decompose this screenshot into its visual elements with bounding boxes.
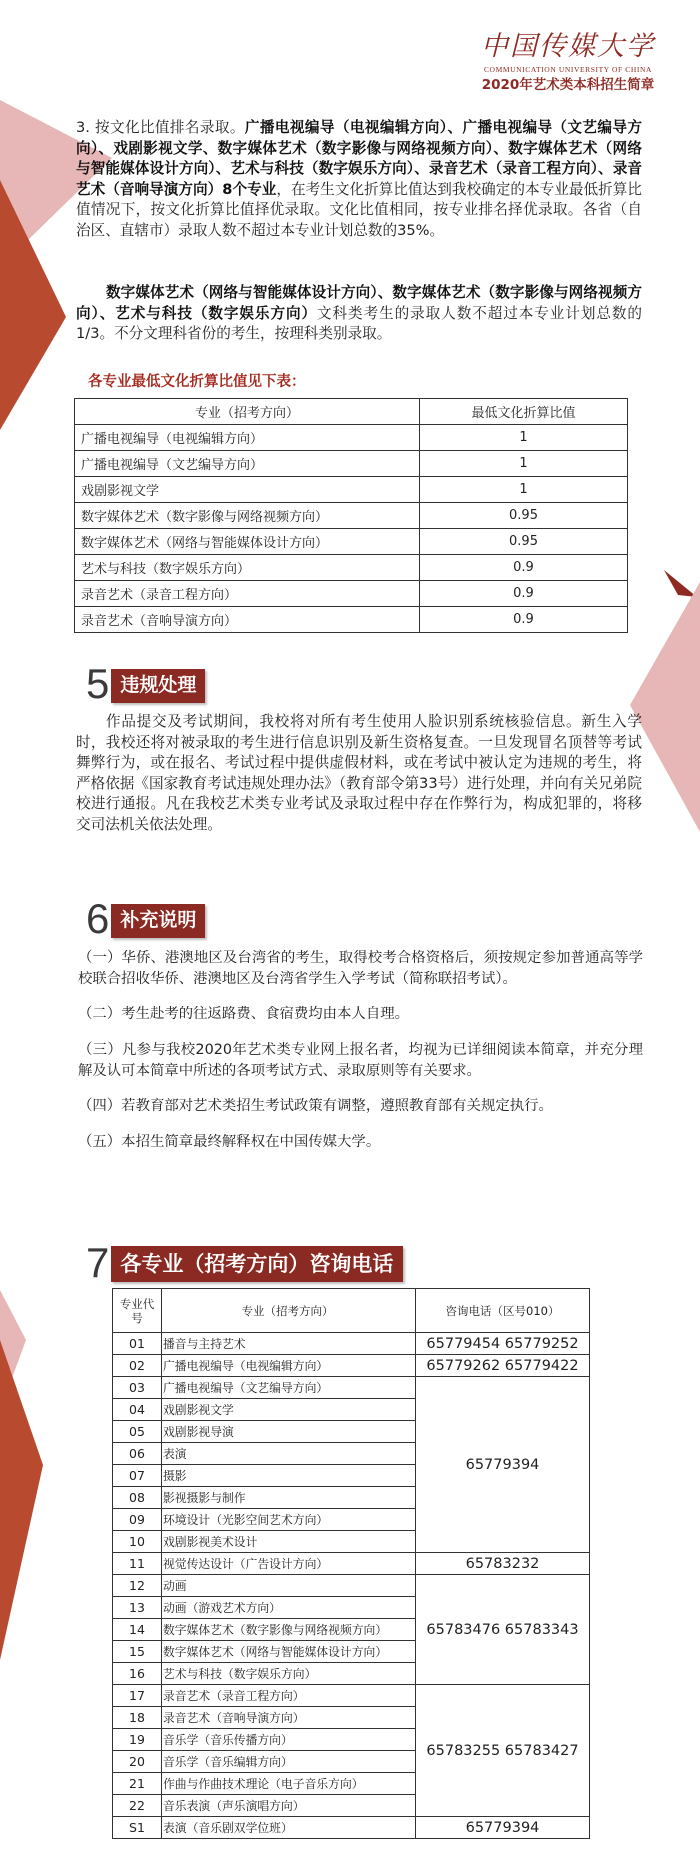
major-cell: 作曲与作曲技术理论（电子音乐方向） — [162, 1773, 416, 1795]
table-row — [113, 1575, 590, 1597]
code-cell: 14 — [113, 1619, 162, 1641]
header-ratio: 最低文化折算比值 — [420, 399, 628, 425]
header-code: 专业代号 — [113, 1289, 162, 1333]
major-cell: 录音艺术（录音工程方向） — [75, 581, 420, 607]
table-header-row — [75, 399, 628, 425]
code-cell: 13 — [113, 1597, 162, 1619]
supplement-item-2: （二）考生赴考的往返路费、食宿费均由本人自理。 — [78, 1006, 409, 1022]
major-cell: 播音与主持艺术 — [162, 1333, 416, 1355]
supplement-item-3: （三）凡参与我校2020年艺术类专业网上报名者，均视为已详细阅读本简章，并充分理解及认可本简章中所述的各项考试方式、录取原则等有关要求。 — [78, 1042, 643, 1079]
brochure-subtitle: 2020年艺术类本科招生简章 — [481, 77, 655, 93]
code-cell: 21 — [113, 1773, 162, 1795]
code-cell: 22 — [113, 1795, 162, 1817]
major-cell: 广播电视编导（电视编辑方向） — [75, 425, 420, 451]
major-cell: 音乐学（音乐传播方向） — [162, 1729, 416, 1751]
table-row — [113, 1817, 590, 1839]
header-phone: 咨询电话（区号010） — [416, 1289, 590, 1333]
phone-cell: 65783255 65783427 — [416, 1685, 590, 1817]
major-cell: 数字媒体艺术（网络与智能媒体设计方向） — [162, 1641, 416, 1663]
phone-cell: 65779262 65779422 — [416, 1355, 590, 1377]
table-row — [113, 1685, 590, 1707]
min-ratio-table — [74, 398, 628, 633]
section-number: 6 — [86, 895, 110, 942]
rule-detail: ，在考生文化折算比值达到我校确定的本专业最低折算比值情况下，按文化折算比值择优录取。文化比值相同，按专业排名择优录取。各省（自治区、直辖市）录取人数不超过本专业计划总数的35%。 — [76, 180, 642, 239]
major-cell: 艺术与科技（数字娱乐方向） — [75, 555, 420, 581]
table-row — [113, 1377, 590, 1399]
code-cell: 04 — [113, 1399, 162, 1421]
table-row — [75, 503, 628, 529]
major-cell: 数字媒体艺术（网络与智能媒体设计方向） — [75, 529, 420, 555]
logo-english: COMMUNICATION UNIVERSITY OF CHINA — [483, 65, 653, 74]
major-cell: 戏剧影视文学 — [75, 477, 420, 503]
header-major: 专业（招考方向） — [75, 399, 420, 425]
ratio-cell: 0.95 — [420, 529, 628, 555]
code-cell: 02 — [113, 1355, 162, 1377]
code-cell: 15 — [113, 1641, 162, 1663]
table-row — [75, 451, 628, 477]
section-title: 补充说明 — [111, 904, 205, 938]
major-cell: 音乐表演（声乐演唱方向） — [162, 1795, 416, 1817]
major-cell: 戏剧影视文学 — [162, 1399, 416, 1421]
supplement-item-5: （五）本招生简章最终解释权在中国传媒大学。 — [78, 1134, 381, 1150]
code-cell: 18 — [113, 1707, 162, 1729]
major-cell: 视觉传达设计（广告设计方向） — [162, 1553, 416, 1575]
code-cell: 10 — [113, 1531, 162, 1553]
major-cell: 广播电视编导（文艺编导方向） — [75, 451, 420, 477]
ratio-cell: 0.9 — [420, 607, 628, 633]
code-cell: 09 — [113, 1509, 162, 1531]
major-cell: 录音艺术（音响导演方向） — [75, 607, 420, 633]
phone-cell: 65783476 65783343 — [416, 1575, 590, 1685]
major-cell: 戏剧影视导演 — [162, 1421, 416, 1443]
table-row — [75, 529, 628, 555]
logo-chinese: 中国传媒大学 — [481, 31, 655, 62]
section-title: 各专业（招考方向）咨询电话 — [111, 1246, 403, 1282]
violation-paragraph: 作品提交及考试期间，我校将对所有考生使用人脸识别系统核验信息。新生入学时，我校还将对被录取的考生进行信息识别及新生资格复查。一旦发现冒名顶替等考试舞弊行为，或在报名、考试过程中提供虚假材料，或在考试中被认定为违规的考生，将严格依据《国家教育考试违规处理办法》（教育部令第33号）进行处理，并向有关兄弟院校进行通报。凡在我校艺术类专业考试及录取过程中存在作弊行为，构成犯罪的，将移交司法机关依法处理。 — [76, 713, 642, 833]
major-cell: 录音艺术（音响导演方向） — [162, 1707, 416, 1729]
major-cell: 环境设计（光影空间艺术方向） — [162, 1509, 416, 1531]
phone-cell: 65783232 — [416, 1553, 590, 1575]
major-cell: 艺术与科技（数字娱乐方向） — [162, 1663, 416, 1685]
limit-detail: 文科类考生的录取人数不超过本专业计划总数的1/3。不分文理科省份的考生，按理科类别录取。 — [76, 304, 642, 342]
code-cell: 11 — [113, 1553, 162, 1575]
major-cell: 影视摄影与制作 — [162, 1487, 416, 1509]
rule-majors: 广播电视编导（电视编辑方向）、广播电视编导（文艺编导方向）、戏剧影视文学、数字媒体艺术（数字影像与网络视频方向）、数字媒体艺术（网络与智能媒体设计方向）、艺术与科技（数字娱乐方向）、录音艺术（录音工程方向）、录音艺术（音响导演方向）8个专业 — [76, 119, 642, 198]
supplement-item-4: （四）若教育部对艺术类招生考试政策有调整，遵照教育部有关规定执行。 — [78, 1098, 553, 1114]
table-row — [75, 425, 628, 451]
major-cell: 摄影 — [162, 1465, 416, 1487]
section-6-heading — [86, 895, 205, 942]
table-row — [75, 607, 628, 633]
major-cell: 广播电视编导（文艺编导方向） — [162, 1377, 416, 1399]
major-cell: 数字媒体艺术（数字影像与网络视频方向） — [162, 1619, 416, 1641]
code-cell: 19 — [113, 1729, 162, 1751]
phone-cell: 65779394 — [416, 1377, 590, 1553]
major-cell: 戏剧影视美术设计 — [162, 1531, 416, 1553]
ratio-table-title: 各专业最低文化折算比值见下表： — [88, 374, 306, 390]
major-cell: 动画（游戏艺术方向） — [162, 1597, 416, 1619]
ratio-cell: 1 — [420, 477, 628, 503]
phone-cell: 65779394 — [416, 1817, 590, 1839]
header-major: 专业（招考方向） — [162, 1289, 416, 1333]
contact-phone-table — [112, 1288, 590, 1839]
major-cell: 数字媒体艺术（数字影像与网络视频方向） — [75, 503, 420, 529]
code-cell: 01 — [113, 1333, 162, 1355]
code-cell: 03 — [113, 1377, 162, 1399]
table-row — [113, 1355, 590, 1377]
major-cell: 录音艺术（录音工程方向） — [162, 1685, 416, 1707]
ratio-cell: 0.95 — [420, 503, 628, 529]
code-cell: 12 — [113, 1575, 162, 1597]
table-row — [75, 477, 628, 503]
table-row — [113, 1333, 590, 1355]
ratio-cell: 1 — [420, 425, 628, 451]
code-cell: 20 — [113, 1751, 162, 1773]
section-number: 7 — [86, 1239, 110, 1286]
limit-majors: 数字媒体艺术（网络与智能媒体设计方向）、数字媒体艺术（数字影像与网络视频方向）、艺术与科技（数字娱乐方向） — [76, 284, 642, 322]
section-7-heading — [86, 1239, 403, 1286]
table-row — [75, 555, 628, 581]
major-cell: 音乐学（音乐编辑方向） — [162, 1751, 416, 1773]
major-cell: 表演（音乐剧双学位班） — [162, 1817, 416, 1839]
code-cell: 06 — [113, 1443, 162, 1465]
section-5-heading — [86, 660, 205, 707]
code-cell: 05 — [113, 1421, 162, 1443]
admission-rule-paragraph — [76, 118, 642, 241]
table-row — [113, 1553, 590, 1575]
code-cell: 08 — [113, 1487, 162, 1509]
section-title: 违规处理 — [111, 669, 205, 703]
ratio-cell: 1 — [420, 451, 628, 477]
major-cell: 表演 — [162, 1443, 416, 1465]
code-cell: S1 — [113, 1817, 162, 1839]
table-row — [75, 581, 628, 607]
phone-cell: 65779454 65779252 — [416, 1333, 590, 1355]
liberal-arts-limit-paragraph — [76, 283, 642, 345]
section-number: 5 — [86, 660, 110, 707]
table-header-row — [113, 1289, 590, 1333]
major-cell: 广播电视编导（电视编辑方向） — [162, 1355, 416, 1377]
major-cell: 动画 — [162, 1575, 416, 1597]
code-cell: 17 — [113, 1685, 162, 1707]
ratio-cell: 0.9 — [420, 555, 628, 581]
ratio-cell: 0.9 — [420, 581, 628, 607]
code-cell: 16 — [113, 1663, 162, 1685]
code-cell: 07 — [113, 1465, 162, 1487]
university-logo — [478, 30, 658, 94]
rule-lead: 3. 按文化比值排名录取。 — [76, 119, 245, 136]
supplement-item-1: （一）华侨、港澳地区及台湾省的考生，取得校考合格资格后，须按规定参加普通高等学校联合招收华侨、港澳地区及台湾省学生入学考试（简称联招考试）。 — [78, 950, 643, 987]
